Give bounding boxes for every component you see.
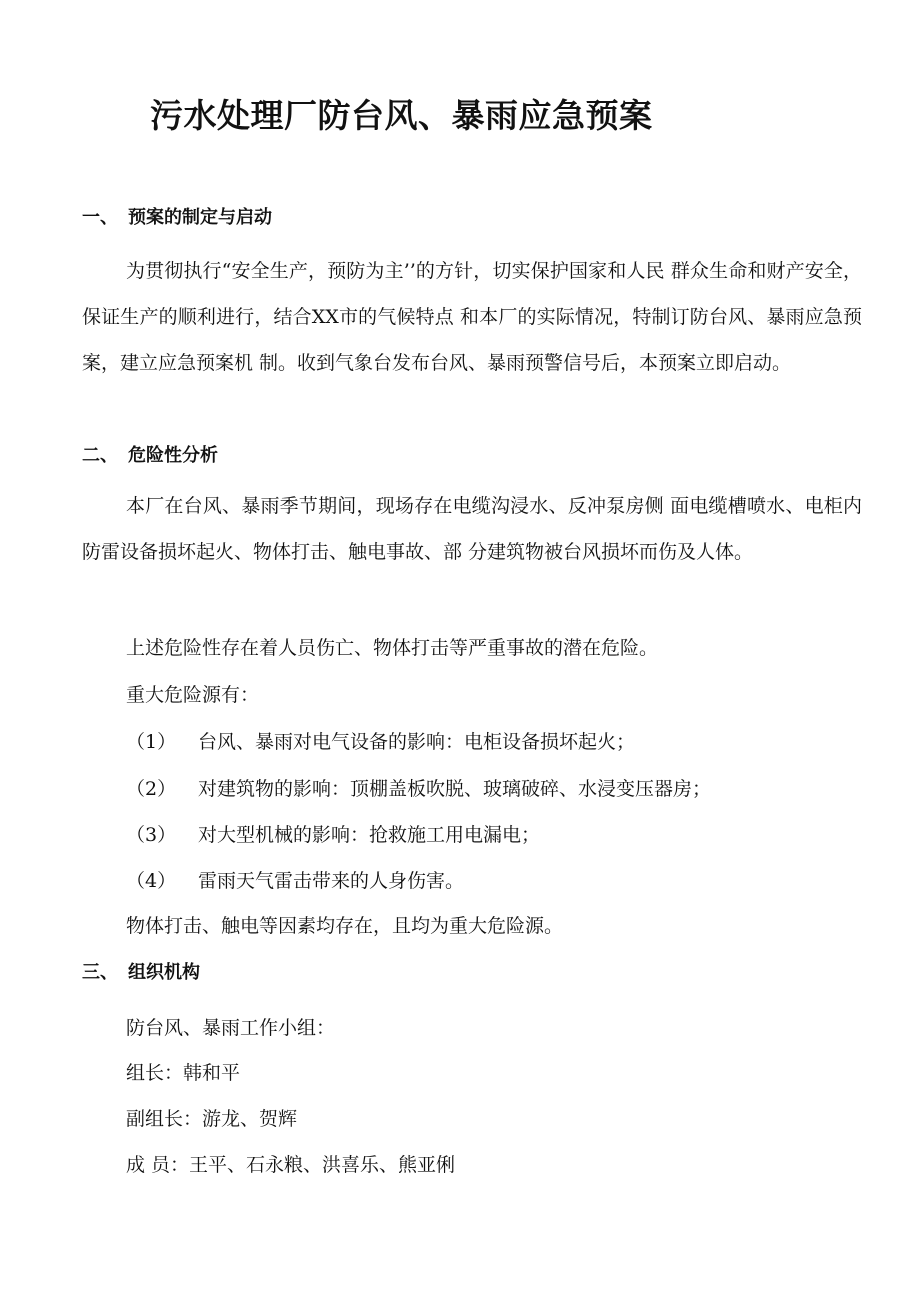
- hazard-list-item: [126, 820, 540, 847]
- document-title: 污水处理厂防台风、暴雨应急预案: [150, 96, 653, 135]
- hazard-list-item: [126, 774, 711, 801]
- hazard-list-item: [126, 866, 464, 893]
- hazard-conclusion-line: 物体打击、触电等因素均存在，且均为重大危险源。: [126, 915, 564, 937]
- section-title: 危险性分析: [128, 445, 218, 466]
- list-marker: （3）: [126, 824, 177, 846]
- deputy-leader-line: 副组长：游龙、贺辉: [126, 1108, 298, 1130]
- list-marker: （4）: [126, 870, 177, 892]
- list-marker: （1）: [126, 731, 177, 753]
- section-heading-3: [82, 958, 200, 984]
- work-group-label: 防台风、暴雨工作小组：: [126, 1017, 336, 1039]
- section-number: 一、: [82, 207, 118, 228]
- list-marker: （2）: [126, 778, 177, 800]
- section-2-paragraph: 本厂在台风、暴雨季节期间，现场存在电缆沟浸水、反冲泵房侧 面电缆槽喷水、电柜内防雷设备损坏起火、物体打击、触电事故、部 分建筑物被台风损坏而伤及人体。: [82, 495, 862, 563]
- list-item-text: 对大型机械的影响：抢救施工用电漏电；: [198, 824, 541, 846]
- section-heading-1: [82, 203, 272, 229]
- section-heading-2: [82, 441, 218, 467]
- group-leader-line: 组长：韩和平: [126, 1062, 241, 1084]
- list-item-text: 对建筑物的影响：顶棚盖板吹脱、玻璃破碎、水浸变压器房；: [198, 778, 712, 800]
- members-line: 成 员：王平、石永粮、洪喜乐、熊亚俐: [126, 1154, 456, 1176]
- section-1-paragraph: 为贯彻执行“安全生产，预防为主’’的方针，切实保护国家和人民 群众生命和财产安全，保证生产的顺利进行，结合XX市的气候特点 和本厂的实际情况，特制订防台风、暴雨应急预案，建立应急预案机 制。收到气象台发布台风、暴雨预警信号后，本预案立即启动。: [82, 260, 862, 374]
- section-title: 预案的制定与启动: [128, 207, 272, 228]
- major-hazards-label: 重大危险源有：: [126, 684, 260, 706]
- section-number: 二、: [82, 445, 118, 466]
- section-title: 组织机构: [128, 962, 200, 983]
- section-number: 三、: [82, 962, 118, 983]
- list-item-text: 雷雨天气雷击带来的人身伤害。: [198, 870, 465, 892]
- risk-summary-line: 上述危险性存在着人员伤亡、物体打击等严重事故的潜在危险。: [126, 637, 659, 659]
- list-item-text: 台风、暴雨对电气设备的影响：电柜设备损坏起火；: [198, 731, 636, 753]
- hazard-list-item: [126, 727, 635, 754]
